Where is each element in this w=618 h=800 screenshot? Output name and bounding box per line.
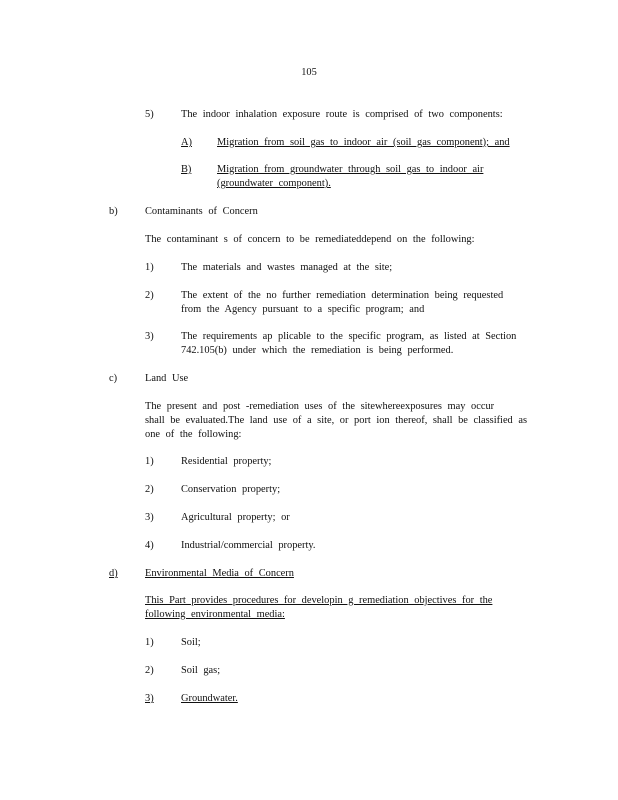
section-d-para-line2: following environmental media: (145, 609, 285, 620)
section-b-item-3-number: 3) (145, 331, 154, 342)
section-d-item-2-text: Soil gas; (181, 665, 221, 676)
section-b-item-3-line2: 742.105(b) under which the remediation is being performed. (181, 345, 454, 356)
item-5-number: 5) (145, 109, 154, 120)
section-c-item-1-text: Residential property; (181, 456, 272, 467)
section-b-item-1-number: 1) (145, 262, 154, 273)
section-d-item-1-text: Soil; (181, 637, 201, 648)
page-number: 105 (301, 67, 317, 78)
item-5b-line2: (groundwater component). (217, 178, 331, 189)
item-5-text: The indoor inhalation exposure route is comprised of two components: (181, 109, 503, 120)
section-c-item-3-number: 3) (145, 512, 154, 523)
item-5b-number: B) (181, 164, 192, 175)
section-b-intro: The contaminant s of concern to be remediateddepend on the following: (145, 234, 475, 245)
section-d-number: d) (109, 568, 118, 579)
section-c-item-2-text: Conservation property; (181, 484, 281, 495)
section-b-item-2-line2: from the Agency pursuant to a specific program; and (181, 304, 425, 315)
section-d-item-3-text: Groundwater. (181, 693, 238, 704)
section-c-number: c) (109, 373, 118, 384)
section-c-item-1-number: 1) (145, 456, 154, 467)
section-d-heading: Environmental Media of Concern (145, 568, 294, 579)
section-d-para-line1: This Part provides procedures for developin g remediation objectives for the (145, 595, 493, 606)
section-c-item-4-number: 4) (145, 540, 154, 551)
section-b-number: b) (109, 206, 118, 217)
section-c-item-3-text: Agricultural property; or (181, 512, 290, 523)
section-b-item-3-line1: The requirements ap plicable to the specific program, as listed at Section (181, 331, 517, 342)
section-b-item-2-number: 2) (145, 290, 154, 301)
section-c-para-line3: one of the following: (145, 429, 242, 440)
section-c-para-line2: shall be evaluated.The land use of a site, or port ion thereof, shall be classified as (145, 415, 528, 426)
section-c-heading: Land Use (145, 373, 189, 384)
section-c-item-2-number: 2) (145, 484, 154, 495)
item-5b-line1: Migration from groundwater through soil gas to indoor air (217, 164, 484, 175)
section-c-item-4-text: Industrial/commercial property. (181, 540, 316, 551)
section-d-item-2-number: 2) (145, 665, 154, 676)
section-b-item-1-text: The materials and wastes managed at the site; (181, 262, 393, 273)
section-d-item-1-number: 1) (145, 637, 154, 648)
item-5a-number: A) (181, 137, 192, 148)
section-b-heading: Contaminants of Concern (145, 206, 258, 217)
item-5a-text: Migration from soil gas to indoor air (soil gas component); and (217, 137, 510, 148)
section-d-item-3-number: 3) (145, 693, 154, 704)
section-c-para-line1: The present and post -remediation uses of the sitewhereexposures may occur (145, 401, 495, 412)
section-b-item-2-line1: The extent of the no further remediation determination being requested (181, 290, 504, 301)
